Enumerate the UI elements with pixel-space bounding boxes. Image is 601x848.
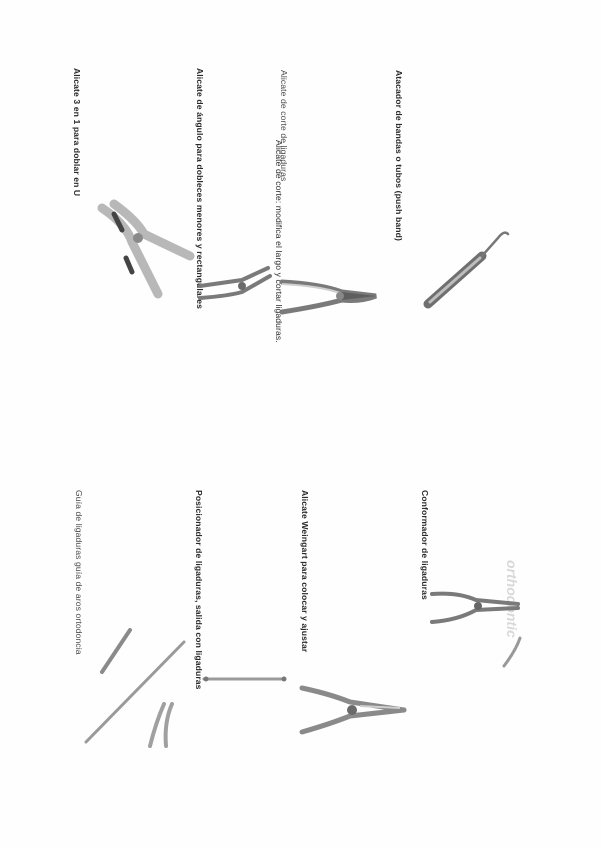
ligature-positioner-image: [200, 672, 290, 686]
caption-ligature-cutter: Alicate de corte de ligaduras: [279, 70, 289, 182]
caption-angle-plier: Alicate de ángulo para dobleces menores y rectangulares: [195, 68, 205, 309]
angle-plier-image: [198, 262, 278, 312]
brand-watermark: orthodontic: [504, 560, 520, 638]
caption-weingart-plier: Alicate Weingart para colocar y ajustar: [300, 490, 310, 653]
caption-push-band: Atacador de bandas o tubos (push band): [394, 70, 404, 241]
caption-ligature-positioner: Posicionador de ligaduras, salida con ligaduras: [194, 490, 204, 690]
push-band-tool-image: [420, 220, 510, 310]
cutting-plier-image: [280, 262, 380, 322]
ligature-guide-image: [80, 622, 190, 752]
caption-ligature-guide: Guía de ligaduras guía de aros ortodoncia: [74, 490, 84, 655]
caption-ligature-former: Conformador de ligaduras: [420, 490, 430, 600]
three-in-one-plier-image: [96, 200, 196, 300]
ligature-former-image: [428, 580, 528, 670]
caption-cutting-plier: Alicate de corte: modifica el largo y cortar ligaduras.: [274, 140, 284, 343]
weingart-plier-image: [300, 680, 410, 740]
caption-three-in-one-plier: Alicate 3 en 1 para doblar en U: [72, 68, 82, 197]
